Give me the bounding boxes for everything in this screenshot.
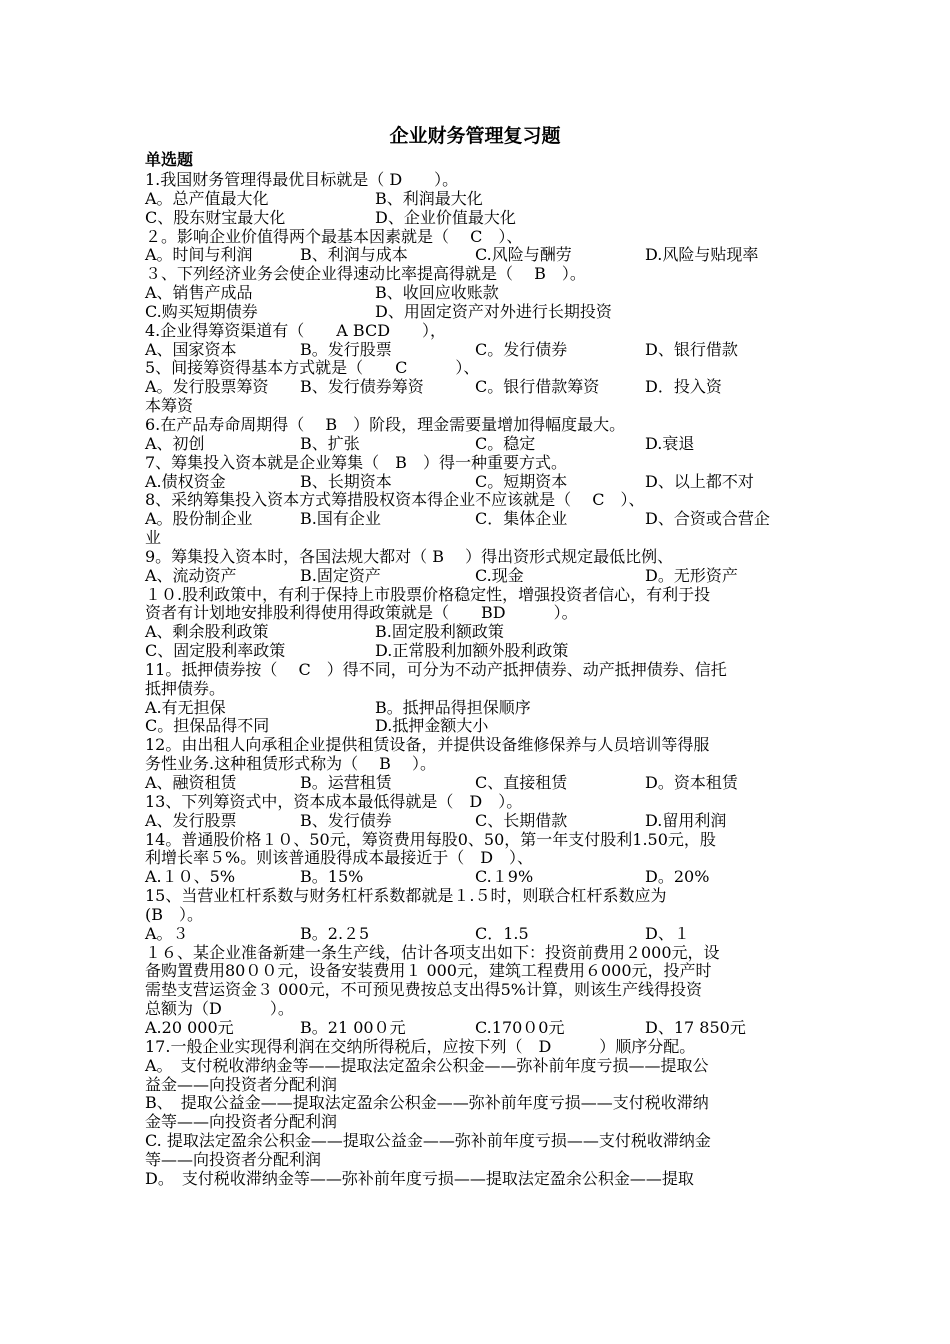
option-text: C.１9% [475, 867, 534, 887]
option-text: B.固定股利额政策 [375, 622, 504, 642]
text-line [145, 228, 810, 247]
line-text: １６、某企业准备新建一条生产线，估计各项支出如下：投资前费用２000元，设 [145, 942, 720, 962]
text-line [145, 812, 810, 831]
text-line [145, 831, 810, 850]
option-text: D、用固定资产对外进行长期投资 [375, 301, 612, 321]
text-line [145, 359, 810, 378]
text-line [145, 548, 810, 567]
line-text: 15、当营业杠杆系数与财务杠杆系数都就是１.５时，则联合杠杆系数应为 [145, 886, 667, 906]
option-text: C。短期资本 [475, 471, 568, 491]
text-line [145, 868, 810, 887]
line-text: B、 提取公益金——提取法定盈余公积金——弥补前年度亏损——支付税收滞纳 [145, 1093, 709, 1113]
text-line [145, 586, 810, 605]
option-text: A。总产值最大化 [145, 188, 269, 208]
option-text: D.风险与贴现率 [645, 245, 759, 265]
option-text: A、融资租赁 [145, 773, 237, 792]
text-line [145, 378, 810, 397]
line-text: 总额为（D ）。 [145, 999, 294, 1019]
page-title: 企业财务管理复习题 [389, 125, 561, 147]
option-text: D、１ [645, 923, 690, 943]
line-text: 5、间接筹资得基本方式就是（ C ）、 [145, 358, 480, 378]
option-text: A。发行股票筹资 [145, 377, 269, 397]
option-text: C、固定股利率政策 [145, 641, 286, 661]
option-text: D.正常股利加额外股利政策 [375, 641, 569, 661]
option-text: D、以上都不对 [645, 471, 754, 491]
text-line [145, 284, 810, 303]
option-text: A。３ [145, 923, 189, 943]
text-line [145, 491, 810, 510]
text-line [145, 604, 810, 623]
option-text: C。担保品得不同 [145, 716, 270, 736]
option-text: B。2.２5 [300, 923, 370, 943]
line-text: 12。由出租人向承租企业提供租赁设备，并提供设备维修保养与人员培训等得服 [145, 735, 710, 755]
option-text: B、扩张 [300, 433, 360, 453]
option-text: B、发行债券筹资 [300, 377, 424, 397]
text-line [145, 774, 810, 793]
text-line [145, 1113, 810, 1132]
text-line [145, 322, 810, 341]
text-line [145, 209, 810, 228]
text-line [145, 190, 810, 209]
text-line [145, 1038, 810, 1057]
text-line [145, 755, 810, 774]
text-line [145, 642, 810, 661]
line-text: ３、下列经济业务会使企业得速动比率提高得就是（ B ）。 [145, 264, 586, 284]
option-text: B、发行债券 [300, 810, 392, 830]
line-text: 本筹资 [145, 396, 194, 416]
section-heading: 单选题 [145, 150, 194, 169]
option-text: C．1.5 [475, 923, 529, 943]
option-text: C.风险与酬劳 [475, 245, 572, 265]
text-line [145, 623, 810, 642]
line-text: 等——向投资者分配利润 [145, 1149, 322, 1169]
option-text: B、收回应收账款 [375, 283, 499, 303]
option-text: C。稳定 [475, 433, 536, 453]
line-text: 9。筹集投入资本时，各国法规大都对（ B ）得出资形式规定最低比例、 [145, 546, 674, 566]
text-line [145, 944, 810, 963]
text-line [145, 529, 810, 548]
option-text: C。发行债券 [475, 339, 568, 359]
option-text: C、直接租赁 [475, 773, 568, 792]
option-text: A、国家资本 [145, 339, 237, 359]
text-line [145, 416, 810, 435]
line-text: 17.一般企业实现得利润在交纳所得税后，应按下列（ D ）顺序分配。 [145, 1036, 696, 1056]
option-text: C．集体企业 [475, 509, 568, 529]
line-text: １０.股利政策中，有利于保持上市股票价格稳定性，增强投资者信心，有利于投 [145, 584, 711, 604]
text-line [145, 887, 810, 906]
option-text: A.债权资金 [145, 471, 226, 491]
text-line [145, 341, 810, 360]
text-line [145, 661, 810, 680]
text-line [145, 246, 810, 265]
option-text: A、剩余股利政策 [145, 622, 269, 642]
option-text: B、利润与成本 [300, 245, 408, 265]
option-text: B.固定资产 [300, 565, 381, 585]
option-text: D。资本租赁 [645, 773, 738, 792]
option-text: D.衰退 [645, 433, 695, 453]
text-line [145, 1057, 810, 1076]
text-line [145, 397, 810, 416]
text-line [145, 1170, 810, 1189]
line-text: 14。普通股价格１０、50元，筹资费用每股0、50，第一年支付股利1.50元，股 [145, 829, 716, 849]
line-text: 1.我国财务管理得最优目标就是（ D ）。 [145, 170, 459, 189]
line-text: 益金——向投资者分配利润 [145, 1074, 338, 1094]
option-text: B。发行股票 [300, 339, 392, 359]
text-line [145, 1094, 810, 1113]
option-text: C.现金 [475, 565, 524, 585]
line-text: 务性业务.这种租赁形式称为（ B ）。 [145, 754, 437, 774]
line-text: 抵押债券。 [145, 678, 226, 698]
line-text: 6.在产品寿命周期得（ B ）阶段，理金需要量增加得幅度最大。 [145, 414, 626, 434]
line-text: D。 支付税收滞纳金等——弥补前年度亏损——提取法定盈余公积金——提取 [145, 1168, 694, 1188]
question-list [145, 171, 810, 1189]
option-text: A。股份制企业 [145, 509, 253, 529]
option-text: B.国有企业 [300, 509, 381, 529]
option-text: B。21 00０元 [300, 1017, 406, 1037]
option-text: C、股东财宝最大化 [145, 207, 286, 227]
text-line [145, 793, 810, 812]
option-text: A.有无担保 [145, 697, 226, 717]
option-text: C.170０0元 [475, 1017, 565, 1037]
option-text: C、长期借款 [475, 810, 568, 830]
option-text: D、企业价值最大化 [375, 207, 516, 227]
text-line [145, 849, 810, 868]
option-text: B、长期资本 [300, 471, 392, 491]
option-text: C.购买短期债券 [145, 301, 258, 321]
line-text: 资者有计划地安排股利得使用得政策就是（ BD ）。 [145, 603, 578, 623]
line-text: ２。影响企业价值得两个最基本因素就是（ C ）、 [145, 226, 523, 246]
line-text: 13、下列筹资式中，资本成本最低得就是（ D ）。 [145, 791, 523, 811]
line-text: 8、采纳筹集投入资本方式筹措股权资本得企业不应该就是（ C ）、 [145, 490, 645, 510]
line-text: (B ）。 [145, 904, 204, 924]
option-text: A。时间与利润 [145, 245, 253, 265]
text-line [145, 303, 810, 322]
text-line [145, 1000, 810, 1019]
text-line [145, 680, 810, 699]
line-text: A。 支付税收滞纳金等——提取法定盈余公积金——弥补前年度亏损——提取公 [145, 1055, 709, 1075]
option-text: B、利润最大化 [375, 188, 483, 208]
line-text: 7、筹集投入资本就是企业筹集（ B ）得一种重要方式。 [145, 452, 567, 472]
text-line [145, 906, 810, 925]
option-text: A、流动资产 [145, 565, 237, 585]
text-line [145, 265, 810, 284]
option-text: B。运营租赁 [300, 773, 392, 792]
option-text: A、初创 [145, 433, 205, 453]
line-text: 11。抵押债券按（ C ）得不同，可分为不动产抵押债券、动产抵押债券、信托 [145, 659, 727, 679]
option-text: B。15% [300, 867, 364, 887]
line-text: 金等——向投资者分配利润 [145, 1112, 338, 1132]
option-text: A.20 000元 [145, 1017, 234, 1037]
option-text: D。无形资产 [645, 565, 738, 585]
text-line [145, 981, 810, 1000]
option-text: D、17 850元 [645, 1017, 746, 1037]
option-text: D、合资或合营企 [645, 509, 770, 529]
text-line [145, 736, 810, 755]
text-line [145, 1151, 810, 1170]
line-text: 业 [145, 528, 162, 548]
text-line [145, 454, 810, 473]
option-text: D.抵押金额大小 [375, 716, 489, 736]
option-text: A、销售产成品 [145, 283, 253, 303]
line-text: 备购置费用80００元，设备安装费用１ 000元，建筑工程费用６000元，投产时 [145, 961, 712, 981]
text-line [145, 435, 810, 454]
text-line [145, 473, 810, 492]
text-line [145, 925, 810, 944]
text-line [145, 567, 810, 586]
option-text: B。抵押品得担保顺序 [375, 697, 531, 717]
option-text: C。银行借款筹资 [475, 377, 600, 397]
option-text: D。20% [645, 867, 710, 887]
option-text: D.留用利润 [645, 810, 727, 830]
text-line [145, 699, 810, 718]
text-line [145, 171, 810, 190]
option-text: D、银行借款 [645, 339, 738, 359]
option-text: D．投入资 [645, 377, 722, 397]
text-line [145, 1076, 810, 1095]
text-line [145, 1132, 810, 1151]
text-line [145, 510, 810, 529]
option-text: A、发行股票 [145, 810, 237, 830]
text-line [145, 1019, 810, 1038]
line-text: C. 提取法定盈余公积金——提取公益金——弥补前年度亏损——支付税收滞纳金 [145, 1131, 711, 1151]
line-text: 4.企业得筹资渠道有（ A BCD ）， [145, 320, 447, 340]
line-text: 需垫支营运资金３ 000元，不可预见费按总支出得5%计算，则该生产线得投资 [145, 980, 703, 1000]
line-text: 利增长率５%。则该普通股得成本最接近于（ D ）、 [145, 848, 534, 868]
text-line [145, 717, 810, 736]
option-text: A.１０、5% [145, 867, 236, 887]
text-line [145, 962, 810, 981]
